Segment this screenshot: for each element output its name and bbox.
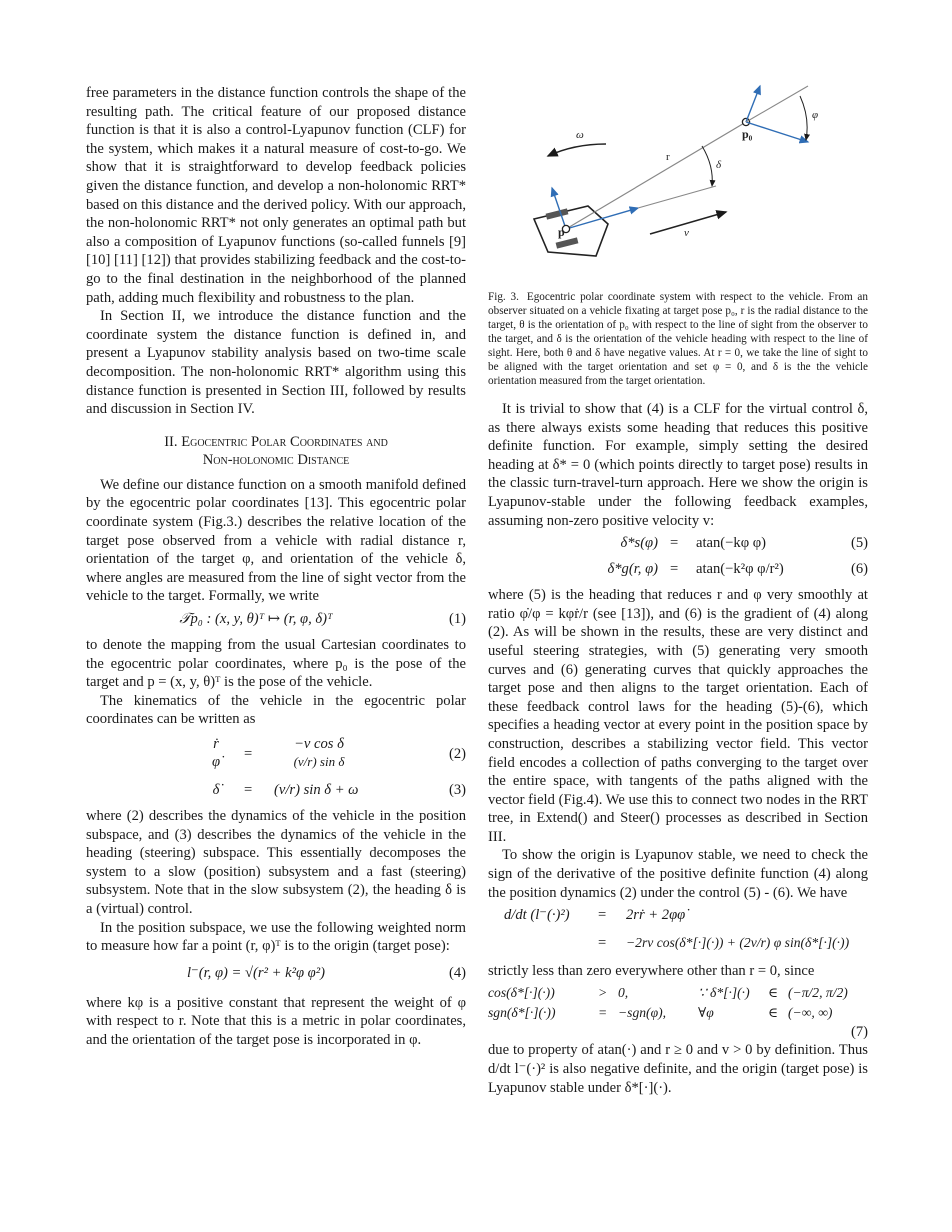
vehicle-wheel-front [546,208,569,219]
cond-2-e: ∈ [768,1004,779,1020]
delta-arc [702,146,712,186]
figure-3-caption-label: Fig. 3. [488,291,519,303]
paragraph-lyapunov-check: To show the origin is Lyapunov stable, we need to check the sign of the derivative of the positive definite function (4) along the position dynamics (2) under the control (5) - (6). We have [488,847,868,901]
equation-5-lhs: δ*s(φ) [620,535,658,552]
cond-2-f: (−∞, ∞) [788,1004,833,1020]
cond-1-f: (−π/2, π/2) [788,984,848,1000]
paragraph-kinematics: The kinematics of the vehicle in the egocentric polar coordinates can be written as [86,692,466,728]
sight-extension [746,86,808,122]
paragraph-outline: In Section II, we introduce the distance function and the coordinate system the distance function is defined in, and present a Lyapunov stability analysis based on two-time scale decomposition. The non-holonomic RRT* algorithm using this distance function is presented in Section III, followed by results and discussion in Section IV. [86,308,466,418]
cond-1-e: ∈ [768,984,779,1000]
equation-5 [488,534,868,556]
figure-3-caption [488,290,868,388]
equation-2-rhs-bottom: (v/r) sin δ [293,754,345,769]
vehicle-body [534,206,608,256]
equation-7b-rhs: −2rv cos(δ*[·](·)) + (2v/r) φ sin(δ*[·](·)) [626,935,850,951]
equation-4-body: l⁻(r, φ) = √(r² + k²φ φ²) [186,964,325,981]
equation-3-number: (3) [448,782,466,798]
line-of-sight [566,122,746,229]
equation-2-lhs-r-dot: ṙ [213,736,219,752]
equation-6-number: (6) [850,561,868,578]
left-column [86,84,466,1050]
equation-6-rhs: atan(−k²φ φ/r²) [696,561,784,578]
figure-3 [488,84,868,284]
equation-7-number: (7) [850,1023,868,1040]
omega-arc [548,144,606,156]
label-omega: ω [576,129,584,141]
equation-2-equals: = [244,746,253,762]
paragraph-vector-field: where (5) is the heading that reduces r and φ very smoothly at ratio φ̇/φ = kφṙ/r (see [13]), and (6) is the gradient of (4) along (2). As will be shown in the results, these are very distinct and useful steering strategies, with (5) generating very smooth curves and (6) generating curves that quickly approaches the target pose and then aligns to the target orientation. Each of these feedback control laws for the heading (5)-(6), which specifies a heading vector at every point in the position space by construction, describes a stabilizing vector field. This vector field encodes a collection of paths converging to the target over the entire space, with tangents of the paths aligned with the vector field (Fig.4). We use this to connect two nodes in the RRT tree, in Extend() and Steer() processes as described in Section III. [488,587,868,845]
equation-7a-rhs: 2rṙ + 2φφ̇ [626,907,686,924]
equation-1-number: (1) [448,611,466,628]
section-heading-line2: Non-holonomic Distance [202,452,350,469]
label-phi: φ [812,109,819,121]
paragraph-distance-definition: We define our distance function on a smooth manifold defined by the egocentric polar coordinates [13]. This egocentric polar coordinate system (Fig.3.) describes the relative location of the target pose observed from a vehicle with radial distance r, orientation of the target φ, and orientation of the vehicle δ, where angles are measured from the line of sight vector from the vehicle to the target. Formally, we write [86,476,466,605]
section-heading-line1: II. Egocentric Polar Coordinates and [164,433,388,450]
paragraph-intro-continued: free parameters in the distance function controls the shape of the resulting path. The critical feature of our proposed distance function is that it is also a control-Lyapunov function (CLF) for the system, which makes it a natural measure of cost-to-go. We show that it is straightforward to develop feedback policies given the distance function, and develop a non-holonomic RRT* based on this distance and the derived policy. With our approach, the non-holonomic RRT* not only generates an optimal path but also a composition of Lyapunov functions (so-called funnels [9] [10] [11] [12]) that provides stabilizing feedback and the cost-to-go to the final destination in the neighborhood of the planned path, adding much flexibility and robustness to the plan. [86,85,466,306]
equation-6 [488,560,868,582]
paragraph-weighted-norm: In the position subspace, we use the following weighted norm to measure how far a point (r, φ)ᵀ is to the origin (target pose): [86,919,466,955]
equation-5-rhs: atan(−kφ φ) [696,535,767,552]
egocentric-polar-diagram [488,84,868,284]
cond-1-b: > [598,984,608,1000]
label-p: p [558,225,565,239]
equation-7a-equals: = [598,907,607,924]
paragraph-conclusion: due to property of atan(·) and r ≥ 0 and v > 0 by definition. Thus d/dt l⁻(·)² is also negative definite, and the origin (target pose) is Lyapunov stable under δ*[·](·). [488,1042,868,1096]
equation-1-body: 𝒯p₀ : (x, y, θ)ᵀ ↦ (r, φ, δ)ᵀ [179,611,333,628]
label-p0: p₀ [742,127,753,141]
equation-2 [86,733,466,777]
equation-4 [86,964,466,986]
equation-3-equals: = [244,782,253,798]
cond-2-b: = [598,1004,608,1020]
equation-7b [488,934,868,958]
cond-2-c: −sgn(φ), [618,1004,667,1020]
figure-3-caption-text: Egocentric polar coordinate system with respect to the vehicle. From an observer situated on a vehicle fixating at target pose p₀, r is the radial distance to the target, θ is the orientation of p₀ with respect to the line of sight from the observer to the target, and δ is the orientation of the vehicle heading with respect to the line of sight. Here, both θ and δ have negative values. At r = 0, we take the line of sight to be aligned with the target orientation and set φ = 0, and δ is the the vehicle orientation measured from the target orientation. [488,291,868,387]
target-lateral-arrow [746,86,760,122]
cond-1-c: 0, [618,984,629,1000]
right-column [488,84,868,1097]
equation-2-rhs-top: −v cos δ [294,736,344,752]
equation-6-equals: = [670,561,679,578]
conditions-block [488,983,868,1023]
section-heading [86,433,466,470]
heading-extension [638,186,716,208]
label-r: r [666,151,670,163]
equation-4-number: (4) [448,964,466,981]
target-orientation-arrow [746,122,808,142]
paragraph-strictly-less: strictly less than zero everywhere other than r = 0, since [488,963,815,980]
equation-7a [488,906,868,930]
equation-6-lhs: δ*g(r, φ) [607,561,658,578]
equation-3-lhs: δ̇ [212,782,220,798]
equation-1 [86,610,466,632]
equation-3 [86,781,466,803]
vehicle-lateral-arrow [552,188,566,229]
cond-2-a: sgn(δ*[·](·)) [488,1004,556,1020]
equation-7a-lhs: d/dt (l⁻(·)²) [504,907,570,924]
equation-2-number: (2) [448,746,466,762]
vehicle-heading-arrow [566,208,638,229]
paragraph-decomposition: where (2) describes the dynamics of the vehicle in the position subspace, and (3) describes the dynamics of the vehicle in the heading (steering) subspace. This essentially decomposes the system to a slow (position) subsystem and a fast (steering) subsystem. Note that in the slow subsystem (2), the heading δ is a (virtual) control. [86,808,466,917]
phi-arc [800,96,807,140]
vehicle-wheel-rear [556,237,579,248]
paragraph-weight-constant: where kφ is a positive constant that represent the weight of φ with respect to r. Note that this is a metric in polar coordinates, and the orientation of the target pose is incorporated in φ. [86,994,466,1048]
equation-5-equals: = [670,535,679,552]
label-delta: δ [716,159,722,171]
paragraph-mapping: to denote the mapping from the usual Cartesian coordinates to the egocentric polar coordinates, where p₀ is the pose of the target and p = (x, y, θ)ᵀ is the pose of the vehicle. [86,637,466,691]
label-v: v [684,227,689,239]
cond-1-d: ∵ δ*[·](·) [698,984,750,1000]
cond-1-a: cos(δ*[·](·)) [488,984,555,1000]
equation-2-lhs-phi-dot: φ̇ [211,754,221,770]
cond-2-d: ∀φ [698,1004,714,1020]
equation-3-rhs: (v/r) sin δ + ω [274,782,359,798]
equation-7b-equals: = [598,935,607,952]
equation-5-number: (5) [850,535,868,552]
paragraph-clf: It is trivial to show that (4) is a CLF for the virtual control δ, as there always exists some heading that reduces this positive definite function. For example, simply setting the desired heading at δ* = 0 (which points directly to target pose) results in the classic turn-travel-turn approach. Here we show the origin is Lyapunov-stable under the following feedback examples, assuming non-zero positive velocity v: [488,401,868,529]
